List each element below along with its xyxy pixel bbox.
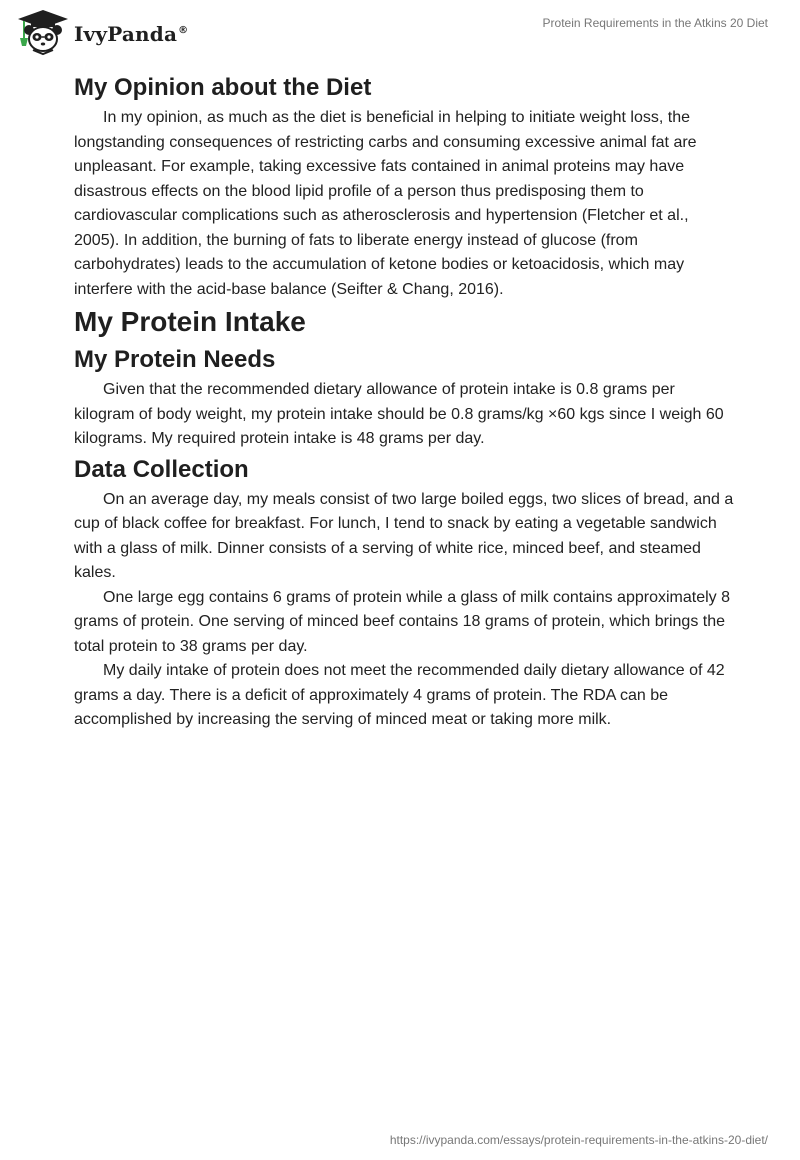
heading-opinion: My Opinion about the Diet	[74, 74, 372, 101]
panda-graduate-icon	[14, 8, 72, 56]
logo-text: IvyPanda®	[74, 22, 189, 46]
registered-mark: ®	[178, 25, 189, 37]
heading-protein-intake: My Protein Intake	[74, 306, 306, 337]
paragraph-opinion: In my opinion, as much as the diet is beneficial in helping to initiate weight loss, the longstanding consequences of restricting carbs and consuming excessive animal fat are unpleasant. For example, taking excessive fats contained in animal proteins may have disastrous effects on the blood lipid profile of a person thus predisposing them to cardiovascular complications such as atherosclerosis and hypertension (Fletcher et al., 2005). In addition, the burning of fats to liberate energy instead of glucose (from carbohydrates) leads to the accumulation of ketone bodies or ketoacidosis, which may interfere with the acid-base balance (Seifter & Chang, 2016).	[74, 109, 697, 298]
paragraph-data-deficit: My daily intake of protein does not meet the recommended daily dietary allowance of 42 grams a day. There is a deficit of approximately 4 grams of protein. The RDA can be accomplished by increasing the serving of minced meat or taking more milk.	[74, 662, 725, 728]
paragraph-data-meals: On an average day, my meals consist of two large boiled eggs, two slices of bread, and a cup of black coffee for breakfast. For lunch, I tend to snack by eating a vegetable sandwich with a glass of milk. Dinner consists of a serving of white rice, minced beef, and steamed kales.	[74, 490, 734, 581]
logo[interactable]	[14, 8, 188, 56]
document-title: Protein Requirements in the Atkins 20 Diet	[542, 16, 768, 30]
heading-protein-needs: My Protein Needs	[74, 346, 276, 373]
paragraph-protein-needs: Given that the recommended dietary allowance of protein intake is 0.8 grams per kilogram of body weight, my protein intake should be 0.8 grams/kg ×60 kgs since I weigh 60 kilograms. My required protein intake is 48 grams per day.	[74, 381, 724, 447]
paragraph-data-protein-content: One large egg contains 6 grams of protein while a glass of milk contains approximately 8 grams of protein. One serving of minced beef contains 18 grams of protein, which brings the total protein to 38 grams per day.	[74, 588, 730, 655]
source-url[interactable]: https://ivypanda.com/essays/protein-requirements-in-the-atkins-20-diet/	[389, 1133, 768, 1147]
heading-data-collection: Data Collection	[74, 455, 249, 483]
essay-content	[74, 70, 734, 733]
page-header	[0, 0, 800, 64]
